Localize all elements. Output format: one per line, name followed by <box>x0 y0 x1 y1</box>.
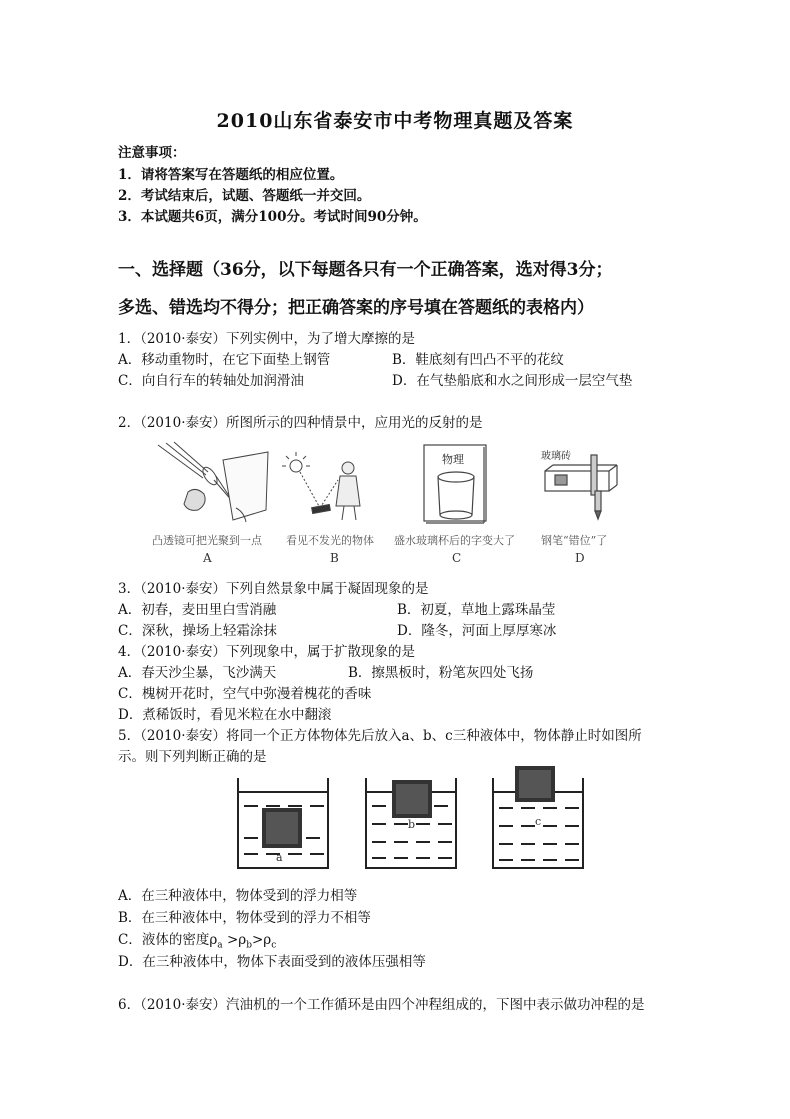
gt-2: > <box>251 932 264 948</box>
q2-letter-d: D <box>575 551 585 565</box>
section-heading-line-2: 多选、错选均不得分；把正确答案的序号填在答题纸的表格内） <box>118 298 594 318</box>
q5-option-d: D．在三种液体中，物体下表面受到的液体压强相等 <box>118 954 426 970</box>
notice-item-3: 3．本试题共6页，满分100分。考试时间90分钟。 <box>118 209 427 225</box>
q5-option-c-prefix: C．液体的密度 <box>118 932 210 948</box>
q2-letter-b: B <box>330 551 339 565</box>
q4-option-c: C．槐树开花时，空气中弥漫着槐花的香味 <box>118 686 372 702</box>
q4-stem: 4．（2010·泰安）下列现象中，属于扩散现象的是 <box>118 644 415 660</box>
q4-option-d: D．煮稀饭时，看见米粒在水中翻滚 <box>118 707 332 723</box>
q2-caption-a: 凸透镜可把光聚到一点 <box>152 534 262 547</box>
glass-book-figure <box>418 443 492 525</box>
notice-item-1: 1．请将答案写在答题纸的相应位置。 <box>118 167 344 183</box>
rho-c: ρ <box>263 932 272 948</box>
q2-letter-c: C <box>452 551 462 565</box>
q2-stem: 2．（2010·泰安）所图所示的四种情景中，应用光的反射的是 <box>118 415 483 431</box>
q4-option-b: B．擦黑板时，粉笔灰四处飞扬 <box>348 665 534 681</box>
q2-letter-a: A <box>203 551 212 565</box>
q2-caption-b: 看见不发光的物体 <box>286 534 374 547</box>
brick-label: 玻璃砖 <box>541 451 571 462</box>
reflection-figure <box>282 452 372 524</box>
page-title: 2010山东省泰安市中考物理真题及答案 <box>216 110 574 132</box>
q3-stem: 3．（2010·泰安）下列自然景象中属于凝固现象的是 <box>118 581 429 597</box>
liquid-label-c: c <box>535 815 542 828</box>
book-label: 物理 <box>442 453 464 466</box>
q2-caption-c: 盛水玻璃杯后的字变大了 <box>394 534 515 547</box>
q1-option-a: A．移动重物时，在它下面垫上钢管 <box>118 352 331 368</box>
q1-option-b: B．鞋底刻有凹凸不平的花纹 <box>392 352 564 368</box>
q3-option-a: A．初春，麦田里白雪消融 <box>118 602 277 618</box>
glass-brick-figure <box>535 445 635 525</box>
q1-option-d: D．在气垫船底和水之间形成一层空气垫 <box>392 373 633 389</box>
gt-1: > <box>226 932 239 948</box>
liquid-label-a: a <box>276 851 283 864</box>
q5-option-c <box>118 928 276 951</box>
q5-option-b: B．在三种液体中，物体受到的浮力不相等 <box>118 910 371 926</box>
q3-option-c: C．深秋，操场上轻霜涂抹 <box>118 623 277 639</box>
q4-option-a: A．春天沙尘暴，飞沙满天 <box>118 665 277 681</box>
q2-caption-d: 钢笔“错位”了 <box>541 534 608 547</box>
notice-heading: 注意事项： <box>118 145 186 161</box>
q1-stem: 1．（2010·泰安）下列实例中，为了增大摩擦的是 <box>118 331 415 347</box>
rho-b: ρ <box>238 932 247 948</box>
liquid-label-b: b <box>408 818 416 831</box>
lens-figure <box>148 440 278 525</box>
q1-option-c: C．向自行车的转轴处加润滑油 <box>118 373 304 389</box>
q5-stem-line-2: 示。则下列判断正确的是 <box>118 749 267 765</box>
rho-a-sub: a <box>217 940 223 951</box>
rho-c-sub: c <box>271 940 277 951</box>
q3-option-b: B．初夏，草地上露珠晶莹 <box>397 602 556 618</box>
q5-stem-line-1: 5．（2010·泰安）将同一个正方体物体先后放入a、b、c三种液体中，物体静止时如图所 <box>118 728 642 744</box>
rho-a: ρ <box>209 932 218 948</box>
notice-item-2: 2．考试结束后，试题、答题纸一并交回。 <box>118 188 371 204</box>
container-a-figure <box>236 776 330 872</box>
q3-option-d: D．隆冬，河面上厚厚寒冰 <box>397 623 557 639</box>
section-heading-line-1: 一、选择题（36分，以下每题各只有一个正确答案，选对得3分； <box>118 260 613 280</box>
q5-option-a: A．在三种液体中，物体受到的浮力相等 <box>118 888 358 904</box>
rho-b-sub: b <box>246 940 252 951</box>
q6-stem: 6．（2010·泰安）汽油机的一个工作循环是由四个冲程组成的，下图中表示做功冲程的是 <box>118 997 645 1013</box>
